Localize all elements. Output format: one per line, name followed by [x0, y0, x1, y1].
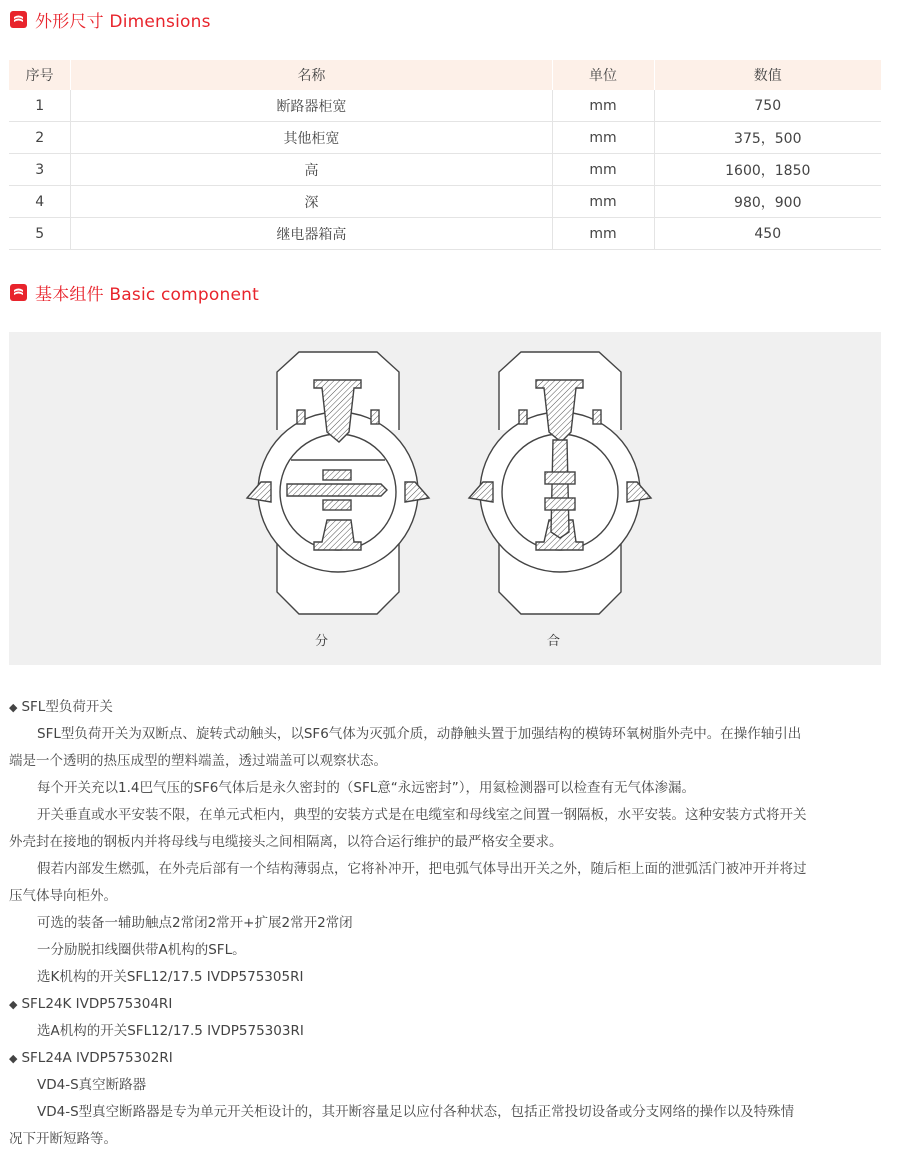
- table-cell: 3: [9, 154, 71, 186]
- table-row: [9, 186, 881, 218]
- section-header-dimensions: [10, 7, 211, 31]
- table-cell: 5: [9, 218, 71, 250]
- closed-caption: 合: [547, 634, 561, 649]
- paragraph: VD4-S真空断路器: [37, 1077, 147, 1093]
- paragraph: 可选的装备一辅助触点2常闭2常开+扩展2常开2常闭: [37, 915, 353, 931]
- table-cell: mm: [552, 186, 654, 218]
- diamond-icon: ◆: [9, 1052, 18, 1065]
- bullet-item: ◆ SFL24K IVDP575304RI: [9, 996, 173, 1012]
- table-cell: 375，500: [654, 122, 881, 154]
- paragraph: 选K机构的开关SFL12/17.5 IVDP575305RI: [37, 969, 304, 985]
- table-cell: mm: [552, 122, 654, 154]
- table-cell: 高: [71, 154, 552, 186]
- paragraph-continuation: 外壳封在接地的钢板内并将母线与电缆接头之间相隔离，以符合运行维护的最严格安全要求。: [9, 834, 563, 850]
- table-row: [9, 122, 881, 154]
- column-header: 序号: [9, 60, 71, 90]
- table-header-row: [9, 60, 881, 90]
- switch-diagram-figure: [9, 332, 881, 665]
- column-header: 数值: [654, 60, 881, 90]
- column-header: 名称: [71, 60, 552, 90]
- bullet-item: ◆ SFL24A IVDP575302RI: [9, 1050, 173, 1066]
- paragraph: SFL型负荷开关为双断点、旋转式动触头，以SF6气体为灭弧介质，动静触头置于加强结构的模铸环氧树脂外壳中。在操作轴引出: [37, 726, 802, 742]
- table-cell: 继电器箱高: [71, 218, 552, 250]
- diamond-icon: ◆: [9, 701, 18, 714]
- closed-state-diagram: [469, 352, 651, 614]
- section-header-basic-component: [10, 280, 259, 304]
- paragraph: 选A机构的开关SFL12/17.5 IVDP575303RI: [37, 1023, 304, 1039]
- table-row: [9, 90, 881, 122]
- table-row: [9, 218, 881, 250]
- bullet-item: ◆ SFL型负荷开关: [9, 699, 113, 715]
- paragraph-continuation: 压气体导向柜外。: [9, 888, 117, 904]
- diamond-icon: ◆: [9, 998, 18, 1011]
- paragraph: 假若内部发生燃弧，在外壳后部有一个结构薄弱点，它将补冲开，把电弧气体导出开关之外，随后柜上面的泄弧活门被冲开并将过: [37, 861, 807, 877]
- table-cell: mm: [552, 90, 654, 122]
- table-cell: 其他柜宽: [71, 122, 552, 154]
- red-badge-icon: [10, 11, 27, 28]
- open-caption: 分: [315, 634, 329, 649]
- table-cell: 断路器柜宽: [71, 90, 552, 122]
- table-cell: mm: [552, 218, 654, 250]
- table-cell: 4: [9, 186, 71, 218]
- section-title: 外形尺寸 Dimensions: [35, 11, 211, 32]
- table-row: [9, 154, 881, 186]
- paragraph: VD4-S型真空断路器是专为单元开关柜设计的，其开断容量足以应付各种状态，包括正常投切设备或分支网络的操作以及特殊情: [37, 1104, 795, 1120]
- open-state-diagram: [247, 352, 429, 614]
- paragraph: 一分励脱扣线圈供带A机构的SFL。: [37, 942, 246, 958]
- column-header: 单位: [552, 60, 654, 90]
- paragraph: 开关垂直或水平安装不限，在单元式柜内，典型的安装方式是在电缆室和母线室之间置一钢隔板，水平安装。这种安装方式将开关: [37, 807, 807, 823]
- table-cell: 2: [9, 122, 71, 154]
- paragraph: 每个开关充以1.4巴气压的SF6气体后是永久密封的（SFL意“永远密封”），用氦检测器可以检查有无气体渗漏。: [37, 780, 695, 796]
- description-text: [9, 694, 883, 1153]
- table-cell: 深: [71, 186, 552, 218]
- paragraph-continuation: 端是一个透明的热压成型的塑料端盖，透过端盖可以观察状态。: [9, 753, 387, 769]
- paragraph-continuation: 况下开断短路等。: [9, 1131, 117, 1147]
- table-cell: 1: [9, 90, 71, 122]
- table-cell: 1600，1850: [654, 154, 881, 186]
- table-cell: 450: [654, 218, 881, 250]
- switch-diagram-drawing: [9, 332, 881, 665]
- section-title: 基本组件 Basic component: [35, 284, 259, 305]
- table-cell: 750: [654, 90, 881, 122]
- dimensions-table: [9, 60, 881, 250]
- red-badge-icon: [10, 284, 27, 301]
- table-cell: 980，900: [654, 186, 881, 218]
- table-cell: mm: [552, 154, 654, 186]
